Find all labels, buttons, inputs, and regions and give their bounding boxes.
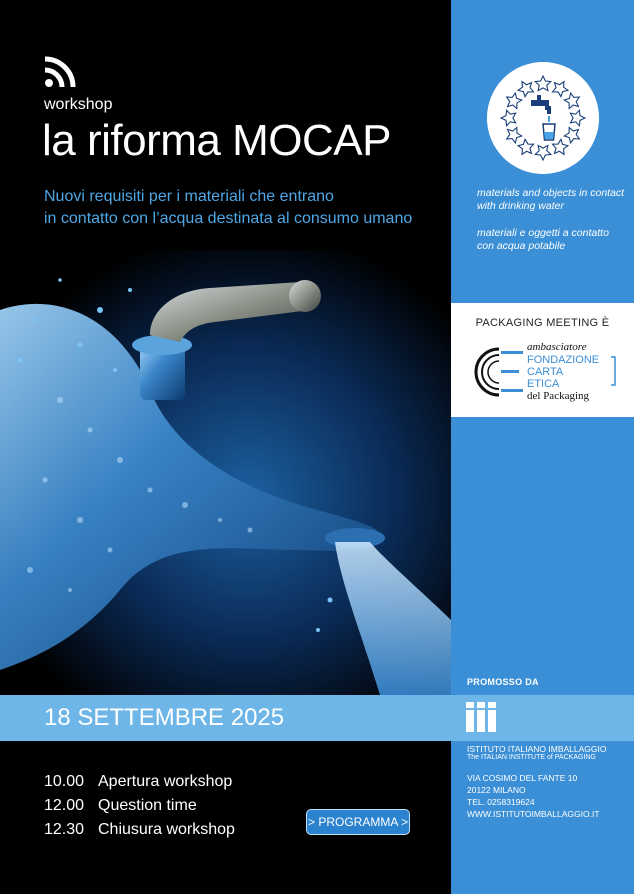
event-date: 18 SETTEMBRE 2025 [44,704,285,731]
page-title: la riforma MOCAP [42,116,391,165]
fce-line3: ETICA [527,378,560,390]
tagline-italian: materiali e oggetti a contatto con acqua potabile [477,227,609,252]
institute-name-en: The ITALIAN INSTITUTE of PACKAGING [467,754,596,761]
drinking-water-badge-icon [487,62,599,174]
promoted-by-label: PROMOSSO DA [467,677,539,687]
schedule-label: Question time [98,797,197,814]
address-block [467,772,600,820]
fondazione-carta-etica-logo [471,337,621,407]
faucet-image [0,250,451,695]
fce-line2: CARTA [527,366,564,378]
program-button[interactable]: > PROGRAMMA > [306,809,410,835]
tagline-english: materials and objects in contact with drinking water [477,187,625,212]
address-phone: TEL. 0258319624 [467,797,535,807]
schedule-label: Apertura workshop [98,773,233,790]
institute-name: ISTITUTO ITALIANO IMBALLAGGIO [467,744,607,754]
schedule-time: 12.00 [44,797,85,814]
fce-ambassador: ambasciatore [527,341,587,353]
subtitle-line-2: in contatto con l’acqua destinata al consumo umano [44,210,413,227]
address-website[interactable]: WWW.ISTITUTOIMBALLAGGIO.IT [467,809,600,819]
schedule [44,770,235,842]
fce-line1: FONDAZIONE [527,354,600,366]
istituto-imballaggio-logo [466,702,502,732]
packaging-meeting-box [451,303,634,417]
schedule-time: 12.30 [44,821,85,838]
schedule-time: 10.00 [44,773,85,790]
schedule-row [44,794,235,818]
subtitle-line-1: Nuovi requisiti per i materiali che entrano [44,188,334,205]
address-city: 20122 MILANO [467,785,526,795]
fce-line4: del Packaging [527,390,590,402]
address-street: VIA COSIMO DEL FANTE 10 [467,773,578,783]
schedule-row [44,818,235,842]
workshop-label: workshop [44,96,113,113]
broadcast-icon [44,56,76,88]
schedule-label: Chiusura workshop [98,821,235,838]
packaging-meeting-label: PACKAGING MEETING È [475,317,610,329]
subtitle [44,186,444,230]
schedule-row [44,770,235,794]
